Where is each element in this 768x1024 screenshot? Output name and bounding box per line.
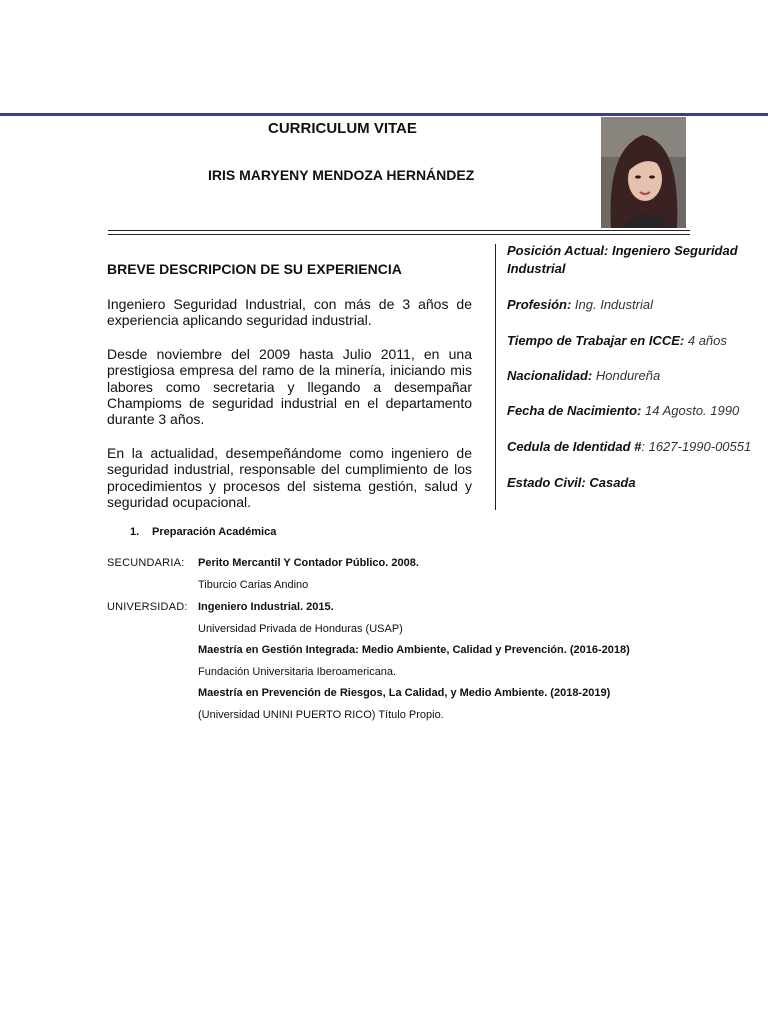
- section-number: 1.: [130, 526, 140, 538]
- profession-label: Profesión:: [507, 297, 572, 312]
- civil-status-text: Estado Civil: Casada: [507, 475, 636, 490]
- experience-heading: BREVE DESCRIPCION DE SU EXPERIENCIA: [107, 261, 402, 277]
- document-title: CURRICULUM VITAE: [268, 120, 417, 137]
- masters-degree: Maestría en Prevención de Riesgos, La Calidad, y Medio Ambiente. (2018-2019): [198, 687, 611, 699]
- work-time-row: [507, 332, 747, 350]
- id-number-value: : 1627-1990-00551: [641, 439, 752, 454]
- nationality-row: [507, 367, 747, 385]
- secondary-school: Tiburcio Carias Andino: [198, 579, 309, 591]
- divider-line: [108, 230, 690, 231]
- current-position-text: Posición Actual: Ingeniero Seguridad Industrial: [507, 243, 738, 276]
- current-position: [507, 242, 747, 277]
- experience-paragraph: Ingeniero Seguridad Industrial, con más de 3 años de experiencia aplicando seguridad industrial.: [107, 296, 472, 329]
- experience-section: [107, 261, 472, 510]
- id-number-row: [507, 438, 757, 456]
- civil-status-row: [507, 474, 747, 492]
- experience-paragraph: Desde noviembre del 2009 hasta Julio 2011, en una prestigiosa empresa del ramo de la minería, iniciando mis labores como secretaria y llegando a desempañar Champioms de seguridad industrial en el departamento durante 3 años.: [107, 345, 472, 428]
- profile-photo: [601, 117, 686, 228]
- nationality-label: Nacionalidad:: [507, 368, 593, 383]
- header-accent-line: [0, 113, 768, 116]
- secondary-label: SECUNDARIA:: [107, 557, 185, 569]
- birth-date-value: 14 Agosto. 1990: [641, 403, 740, 418]
- experience-paragraph: En la actualidad, desempeñándome como ingeniero de seguridad industrial, responsable del cumplimiento de los procedimientos y procesos del sistema gestión, salud y seguridad ocupacional.: [107, 444, 472, 511]
- education-heading-text: Preparación Académica: [152, 526, 277, 538]
- candidate-name: IRIS MARYENY MENDOZA HERNÁNDEZ: [208, 167, 475, 183]
- masters-school: Fundación Universitaria Iberoamericana.: [198, 666, 397, 678]
- work-time-value: 4 años: [684, 333, 727, 348]
- column-divider: [495, 244, 496, 510]
- id-number-label: Cedula de Identidad #: [507, 439, 642, 454]
- work-time-label: Tiempo de Trabajar en ICCE:: [507, 333, 685, 348]
- masters-school: (Universidad UNINI PUERTO RICO) Título Propio.: [198, 709, 444, 721]
- birth-date-row: [507, 402, 747, 420]
- divider-line: [108, 234, 690, 235]
- profession-row: [507, 296, 747, 314]
- university-degree: Ingeniero Industrial. 2015.: [198, 601, 334, 613]
- profession-value: Ing. Industrial: [571, 297, 653, 312]
- university-label: UNIVERSIDAD:: [107, 601, 188, 613]
- masters-degree: Maestría en Gestión Integrada: Medio Ambiente, Calidad y Prevención. (2016-2018): [198, 644, 630, 656]
- birth-date-label: Fecha de Nacimiento:: [507, 403, 642, 418]
- nationality-value: Hondureña: [592, 368, 661, 383]
- university-school: Universidad Privada de Honduras (USAP): [198, 623, 403, 635]
- education-heading: [130, 526, 276, 538]
- secondary-degree: Perito Mercantil Y Contador Público. 2008.: [198, 557, 419, 569]
